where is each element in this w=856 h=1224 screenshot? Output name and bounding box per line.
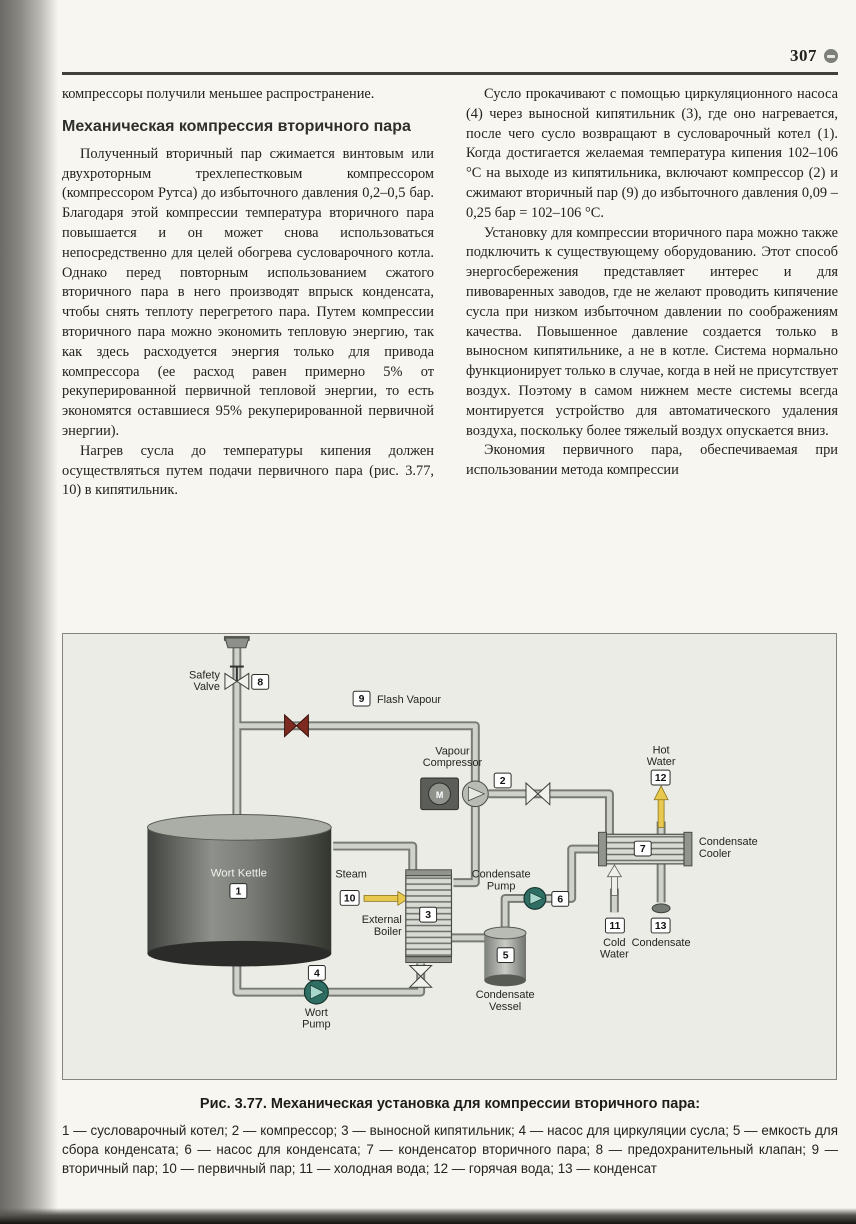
badge-2 [494,773,511,788]
svg-text:11: 11 [609,921,621,932]
external-boiler-label: Boiler [373,925,402,938]
page-number: 307 [790,46,817,65]
condensate-cooler-label: Cooler [698,848,732,860]
condensate-pump-icon [524,888,546,910]
cold-water-label: Water [600,948,629,961]
diagram-svg [63,634,833,1076]
paragraph: Сусло прокачивают с помощью циркуляционного насоса (4) через выносной кипятильник (3), где оно нагревается, после чего сусло возвращают в сусловарочный котел (1). Когда достигается желаемая температура кипения 102–106 °C на выходе из кипятильника, включают компрессор (2) и сжимают вторичный пар (9) до избыточного давления 0,09 – 0,25 бар = 102–106 °C. [466,86,838,221]
svg-text:13: 13 [654,921,667,932]
vapour-compressor-label: Compressor [422,757,483,770]
badge-8 [252,674,269,689]
paragraph: Экономия первичного пара, обеспечиваемая при использовании метода компрессии [466,442,838,479]
badge-5 [497,948,514,963]
svg-text:7: 7 [639,844,646,856]
condensate-vessel-label: Vessel [489,1000,522,1013]
flash-vapour-valve-icon [285,715,309,737]
condensate-outlet-label: Condensate [631,936,691,949]
hot-water-label: Water [646,756,676,769]
header-rule [62,72,838,75]
svg-text:10: 10 [343,893,356,905]
condensate-cooler-label: Condensate [698,836,758,849]
badge-11 [605,918,624,933]
figure-legend: 1 — сусловарочный котел; 2 — компрессор; 3 — выносной кипятильник; 4 — насос для циркуляции сусла; 5 — емкость для сбора конденсата; 6 — насос для конденсата; 7 — конденсатор вторичного пара; 8 — предохранительный клапан; 9 — вторичный пар; 10 — первичный пар; 11 — холодная вода; 12 — горячая вода; 13 — конденсат [62,1123,838,1176]
svg-text:12: 12 [654,773,667,784]
badge-13 [651,918,670,933]
left-column [62,85,434,501]
compressor-outlet-valve-icon [526,783,550,805]
page-header [62,0,838,66]
safety-valve-label: Valve [193,681,220,694]
wort-kettle-label: Wort Kettle [210,867,267,880]
vapour-compressor-label: Vapour [435,745,470,758]
svg-text:4: 4 [313,968,320,980]
condensate-outlet-icon [652,904,670,913]
badge-9 [353,691,370,706]
page-content [62,0,838,1178]
figure-caption: Рис. 3.77. Механическая установка для компрессии вторичного пара: [199,1096,701,1112]
page-marker-icon [824,49,838,63]
page-bottom-shadow [0,1208,856,1224]
right-column [466,85,838,481]
paragraph: Полученный вторичный пар сжимается винтовым или двухроторным трехлепестковым компрессором (компрессором Рутса) до избыточного давления 0,2–0,5 бар. Благодаря этой компрессии температура вторичного пара повышается и он может снова использоваться непосредственно для целей обогрева сусловарочного котла. Однако перед повторным использованием сжатого вторичного пара в него производят впрыск конденсата, чтобы снять теплоту перегретого пара. Путем компрессии вторичного пара можно экономить тепловую энергию, так как здесь расходуется энергия только для привода компрессора (ее расход равен примерно 5% от рекуперированной первичной тепловой энергии, то есть экономятся оставшиеся 95% рекуперированной первичной энергии). [62,145,434,439]
condensate-pump-label: Condensate [471,868,531,881]
binding-shadow [0,0,58,1224]
cold-water-label: Cold [603,936,626,949]
vent-stack-icon [224,636,250,648]
badge-6 [552,892,569,907]
section-heading: Механическая компрессия вторичного пара [62,117,411,135]
svg-text:5: 5 [502,950,509,962]
wort-pump-label: Pump [302,1018,331,1031]
flash-vapour-label: Flash Vapour [376,694,442,707]
paragraph: Установку для компрессии вторичного пара можно также подключить к существующему оборудованию. Этот способ энергосбережения представляет интерес и для пивоваренных заводов, где не желают проводить кипячение сусла при низком избыточном давлении по соображениям качества. Повышенное давление создается только в выносном кипятильнике, а не в котле. Система нормально функционирует только в случае, когда в ней не присутствует воздух. Поэтому в самом нижнем месте системы всегда монтируется устройство для автоматического удаления воздуха, поскольку более тяжелый воздух опускается вниз. [466,224,838,439]
hot-water-arrow-icon [654,786,668,827]
badge-3 [420,907,437,922]
svg-text:3: 3 [425,910,432,922]
external-boiler-label: External [361,914,402,927]
condensate-vessel-label: Condensate [475,989,535,1002]
svg-text:9: 9 [358,694,365,706]
paragraph: Нагрев сусла до температуры кипения должен осуществляться путем подачи первичного пара (рис. 3.77, 10) в кипятильник. [62,442,434,499]
figure-3-77 [62,633,837,1080]
paragraph-continuation: компрессоры получили меньшее распространение. [62,86,375,102]
badge-4 [308,966,325,981]
vapour-compressor-icon [421,778,489,810]
wort-pump-label: Wort [304,1006,328,1019]
steam-label: Steam [335,868,367,881]
wort-pump-icon [304,980,328,1004]
steam-arrow-icon [364,892,409,906]
svg-text:1: 1 [235,886,242,898]
boiler-inlet-valve-icon [410,966,432,988]
svg-text:6: 6 [557,894,564,906]
hot-water-label: Hot [652,744,670,757]
motor-label: M [435,789,444,800]
text-columns [62,85,838,631]
badge-12 [651,770,670,785]
badge-7 [634,841,651,856]
svg-text:2: 2 [499,775,506,787]
badge-1 [230,884,247,899]
safety-valve-label: Safety [189,669,220,682]
cold-water-arrow-icon [607,865,621,896]
condensate-pump-label: Pump [486,880,516,893]
svg-text:8: 8 [257,677,264,689]
badge-10 [340,891,359,906]
